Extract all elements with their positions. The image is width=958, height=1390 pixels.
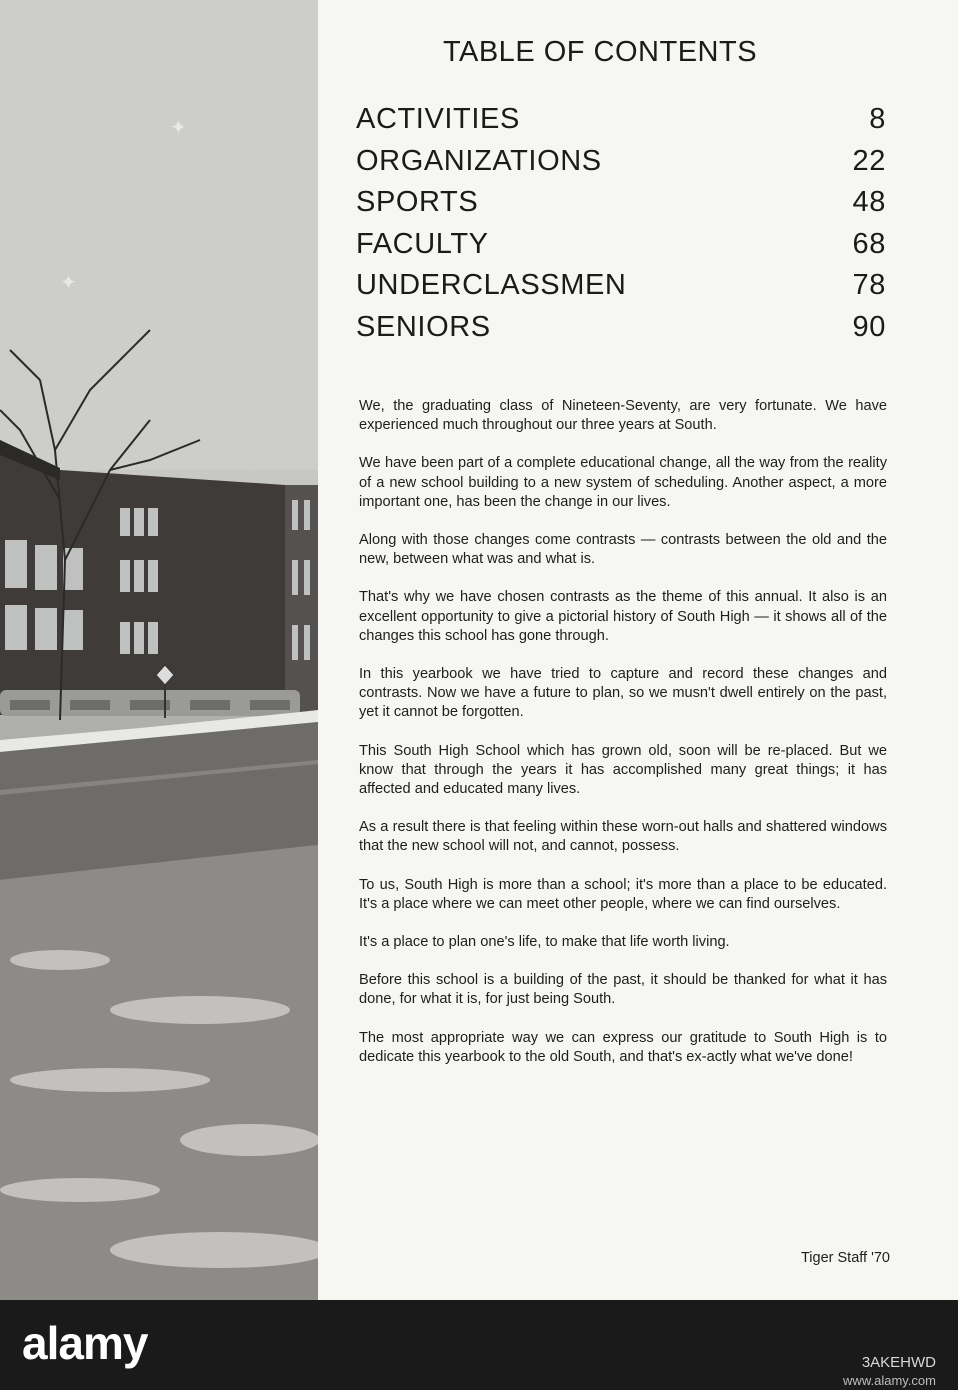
toc-page: 68 — [852, 227, 886, 260]
paragraph: The most appropriate way we can express our gratitude to South High is to dedicate this yearbook to the old South, and that's ex-actly what we've done! — [359, 1029, 887, 1065]
toc-label: ACTIVITIES — [356, 103, 520, 135]
toc-label: ORGANIZATIONS — [356, 144, 602, 177]
toc-label: UNDERCLASSMEN — [356, 269, 627, 302]
paragraph: As a result there is that feeling within these worn-out halls and shattered windows that the new school will not, and cannot, possess. — [359, 819, 887, 855]
watermark-star: ✦ — [170, 117, 187, 139]
toc-label: SENIORS — [356, 310, 491, 343]
toc-label: SPORTS — [356, 186, 479, 219]
paragraph: In this yearbook we have tried to capture and record these changes and contrasts. Now we have a future to plan, so we musn't dwell entirely on the past, yet it cannot be forgotten. — [359, 666, 887, 721]
paragraph: We have been part of a complete educational change, all the way from the reality of a new school building to a new system of scheduling. Another aspect, a more important one, has been the change in our lives. — [359, 455, 887, 510]
paragraph: This South High School which has grown old, soon will be re-placed. But we know that through the years it has accomplished many great things; it has affected and educated many lives. — [359, 742, 887, 798]
toc-entry — [356, 269, 886, 311]
toc-page: 8 — [869, 103, 886, 135]
toc-entry — [356, 311, 886, 353]
toc-entry — [356, 228, 886, 270]
toc-label: FACULTY — [356, 227, 489, 260]
footer-url: www.alamy.com — [843, 1373, 936, 1388]
dedication-text — [359, 397, 887, 1067]
paragraph: It's a place to plan one's life, to make that life worth living. — [359, 934, 730, 951]
toc-title: TABLE OF CONTENTS — [442, 36, 758, 68]
toc-list — [356, 103, 886, 353]
toc-page: 48 — [852, 186, 886, 219]
school-building-photo — [0, 0, 318, 1300]
paragraph: Along with those changes come contrasts — contrasts between the old and the new, between what was and what is. — [359, 532, 887, 568]
toc-page: 22 — [852, 144, 886, 177]
paragraph: That's why we have chosen contrasts as the theme of this annual. It also is an excellent opportunity to give a pictorial history of South High — it shows all of the changes this school has gone through. — [359, 589, 887, 644]
image-code: 3AKEHWD — [861, 1354, 936, 1371]
toc-entry — [356, 145, 886, 187]
signature: Tiger Staff '70 — [800, 1250, 890, 1266]
toc-page: 78 — [852, 269, 886, 302]
alamy-logo: alamy — [22, 1317, 148, 1369]
toc-entry — [356, 186, 886, 228]
toc-page: 90 — [852, 310, 886, 343]
watermark-star: ✦ — [60, 272, 77, 294]
photo-illustration — [0, 0, 318, 1300]
paragraph: Before this school is a building of the past, it should be thanked for what it has done, for what it is, for just being South. — [359, 972, 887, 1008]
paragraph: To us, South High is more than a school; it's more than a place to be educated. It's a place where we can meet other people, where we can find ourselves. — [359, 876, 887, 912]
paragraph: We, the graduating class of Nineteen-Seventy, are very fortunate. We have experienced much throughout our three years at South. — [359, 398, 887, 434]
toc-entry — [356, 103, 886, 145]
